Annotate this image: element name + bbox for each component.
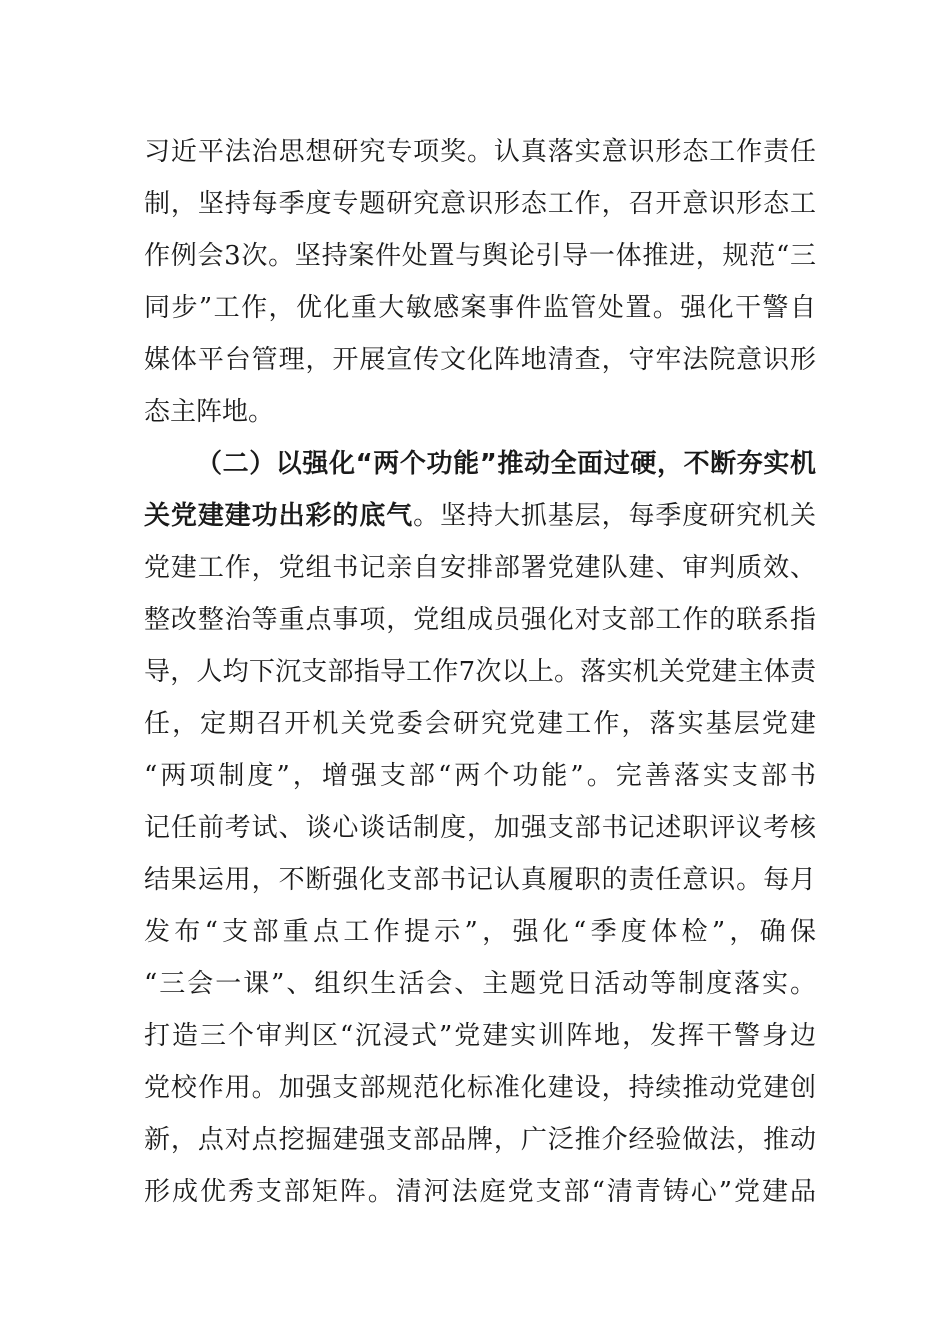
text-line: 媒体平台管理，开展宣传文化阵地清查，守牢法院意识形: [144, 345, 816, 375]
text-line: 导，人均下沉支部指导工作7次以上。落实机关党建主体责: [144, 657, 816, 687]
text-line: 发布“支部重点工作提示”，强化“季度体检”，确保: [144, 917, 816, 947]
text-line: 打造三个审判区“沉浸式”党建实训阵地，发挥干警身边: [144, 1021, 816, 1051]
text-line: 形成优秀支部矩阵。清河法庭党支部“清青铸心”党建品: [144, 1177, 816, 1207]
text-line-mixed: [144, 490, 816, 542]
section-heading: （二）以强化“两个功能”推动全面过硬，不断夯实机: [196, 449, 816, 479]
paragraph-party-building: [144, 438, 816, 1218]
section-heading-continued: 关党建建功出彩的底气: [144, 501, 414, 531]
text-line: “两项制度”，增强支部“两个功能”。完善落实支部书: [144, 761, 816, 791]
paragraph-ideology-work: [144, 126, 816, 438]
text-line: “三会一课”、组织生活会、主题党日活动等制度落实。: [144, 969, 816, 999]
text-line: 新，点对点挖掘建强支部品牌，广泛推介经验做法，推动: [144, 1125, 816, 1155]
text-line: 党建工作，党组书记亲自安排部署党建队建、审判质效、: [144, 553, 816, 583]
text-line: 党校作用。加强支部规范化标准化建设，持续推动党建创: [144, 1073, 816, 1103]
text-segment: 。坚持大抓基层，每季度研究机关: [413, 501, 816, 531]
text-line: 记任前考试、谈心谈话制度，加强支部书记述职评议考核: [144, 813, 816, 843]
text-line: 作例会3次。坚持案件处置与舆论引导一体推进，规范“三: [144, 241, 816, 271]
text-line: 结果运用，不断强化支部书记认真履职的责任意识。每月: [144, 865, 816, 895]
text-line: 任，定期召开机关党委会研究党建工作，落实基层党建: [144, 709, 816, 739]
text-line: 制，坚持每季度专题研究意识形态工作，召开意识形态工: [144, 189, 816, 219]
text-line: 同步”工作，优化重大敏感案事件监管处置。强化干警自: [144, 293, 816, 323]
text-line: 态主阵地。: [144, 397, 275, 427]
text-line: 习近平法治思想研究专项奖。认真落实意识形态工作责任: [144, 137, 816, 167]
text-line: 整改整治等重点事项，党组成员强化对支部工作的联系指: [144, 605, 816, 635]
